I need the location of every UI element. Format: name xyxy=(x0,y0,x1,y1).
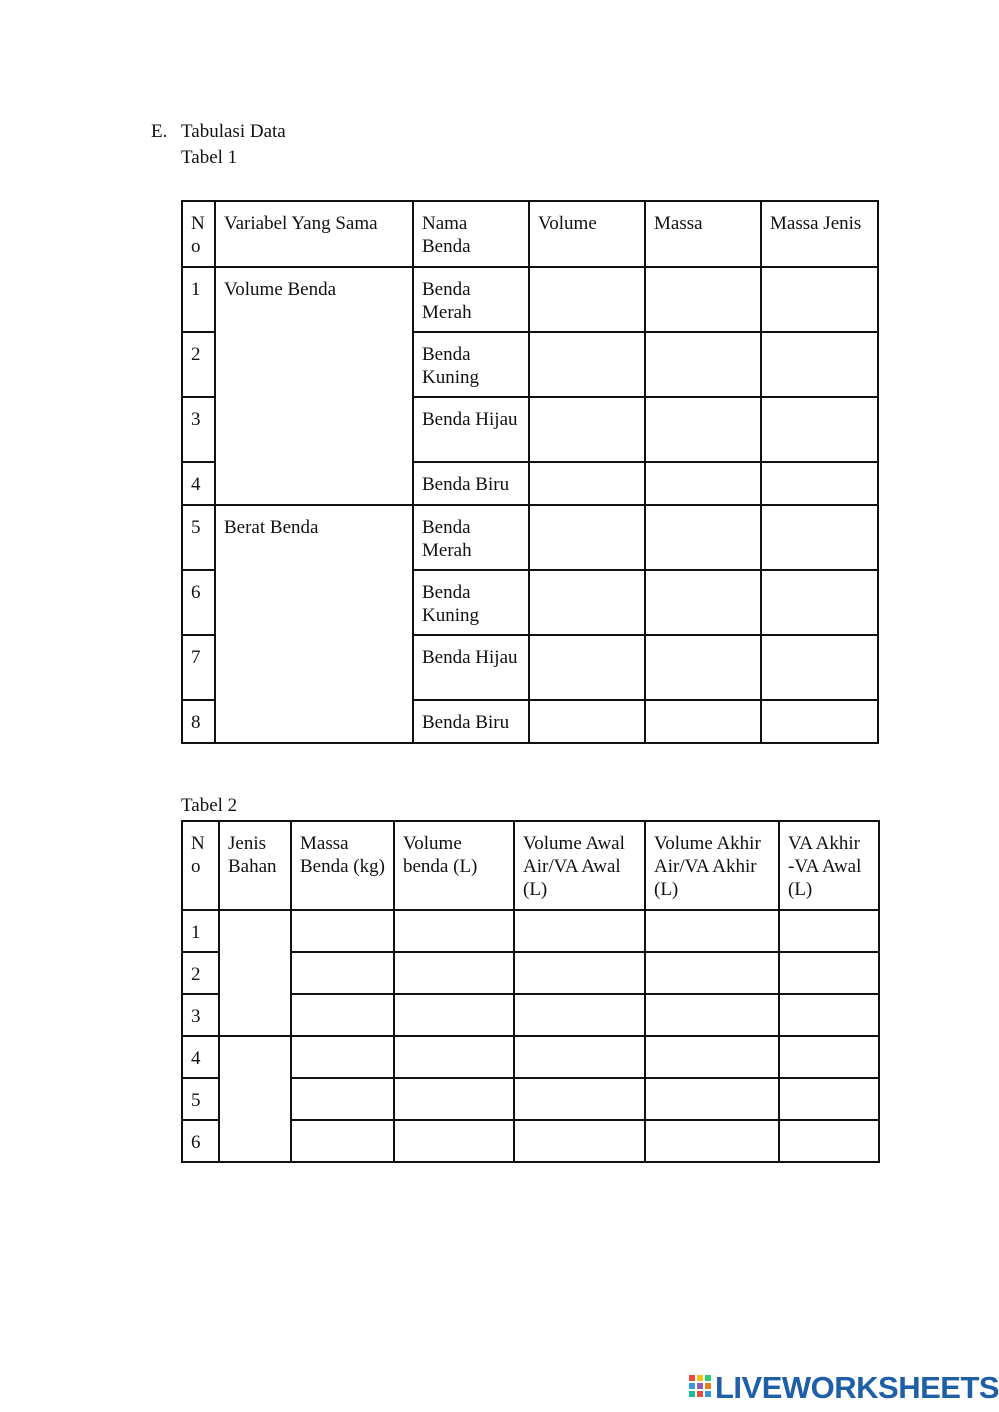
massa-benda-cell[interactable] xyxy=(291,952,394,994)
massa-cell[interactable] xyxy=(645,700,761,743)
volume-cell[interactable] xyxy=(529,332,645,397)
header-cell: Variabel Yang Sama xyxy=(215,201,413,267)
logo-text: LIVEWORKSHEETS xyxy=(715,1370,999,1405)
massa-jenis-cell[interactable] xyxy=(761,397,878,462)
table-row xyxy=(182,1036,879,1078)
table-row xyxy=(182,910,879,952)
section-heading xyxy=(151,121,286,143)
massa-jenis-cell[interactable] xyxy=(761,332,878,397)
massa-jenis-cell[interactable] xyxy=(761,635,878,700)
va-diff-cell[interactable] xyxy=(779,1120,879,1162)
massa-jenis-cell[interactable] xyxy=(761,570,878,635)
table-row xyxy=(182,267,878,332)
massa-cell[interactable] xyxy=(645,505,761,570)
header-cell: Volume benda (L) xyxy=(394,821,514,910)
group-label: Volume Benda xyxy=(215,267,413,505)
massa-cell[interactable] xyxy=(645,267,761,332)
header-cell: N o xyxy=(182,201,215,267)
row-number: 5 xyxy=(182,1078,219,1120)
va-awal-cell[interactable] xyxy=(514,1120,645,1162)
table-2 xyxy=(181,820,880,1163)
va-awal-cell[interactable] xyxy=(514,994,645,1036)
header-cell: Massa xyxy=(645,201,761,267)
object-name: Benda Merah xyxy=(413,505,529,570)
volume-benda-cell[interactable] xyxy=(394,1120,514,1162)
massa-cell[interactable] xyxy=(645,635,761,700)
object-name: Benda Kuning xyxy=(413,332,529,397)
va-akhir-cell[interactable] xyxy=(645,1120,779,1162)
header-cell: N o xyxy=(182,821,219,910)
table-header-row xyxy=(182,201,878,267)
section-title: Tabulasi Data xyxy=(181,121,286,142)
row-number: 4 xyxy=(182,462,215,505)
massa-cell[interactable] xyxy=(645,462,761,505)
massa-cell[interactable] xyxy=(645,397,761,462)
group-label: Berat Benda xyxy=(215,505,413,743)
row-number: 2 xyxy=(182,332,215,397)
table-header-row xyxy=(182,821,879,910)
liveworksheets-logo-icon xyxy=(689,1375,711,1401)
row-number: 5 xyxy=(182,505,215,570)
row-number: 2 xyxy=(182,952,219,994)
volume-cell[interactable] xyxy=(529,267,645,332)
table2-label: Tabel 2 xyxy=(181,795,238,816)
massa-jenis-cell[interactable] xyxy=(761,462,878,505)
massa-benda-cell[interactable] xyxy=(291,1036,394,1078)
volume-benda-cell[interactable] xyxy=(394,910,514,952)
va-diff-cell[interactable] xyxy=(779,952,879,994)
object-name: Benda Hijau xyxy=(413,635,529,700)
volume-cell[interactable] xyxy=(529,635,645,700)
massa-benda-cell[interactable] xyxy=(291,1078,394,1120)
va-awal-cell[interactable] xyxy=(514,1036,645,1078)
volume-cell[interactable] xyxy=(529,397,645,462)
jenis-bahan-cell[interactable] xyxy=(219,910,291,1036)
va-akhir-cell[interactable] xyxy=(645,1078,779,1120)
va-akhir-cell[interactable] xyxy=(645,1036,779,1078)
header-cell: Jenis Bahan xyxy=(219,821,291,910)
va-akhir-cell[interactable] xyxy=(645,952,779,994)
row-number: 8 xyxy=(182,700,215,743)
header-cell: VA Akhir -VA Awal (L) xyxy=(779,821,879,910)
va-diff-cell[interactable] xyxy=(779,994,879,1036)
object-name: Benda Merah xyxy=(413,267,529,332)
header-cell: Volume xyxy=(529,201,645,267)
massa-jenis-cell[interactable] xyxy=(761,700,878,743)
row-number: 6 xyxy=(182,570,215,635)
row-number: 4 xyxy=(182,1036,219,1078)
volume-cell[interactable] xyxy=(529,505,645,570)
massa-cell[interactable] xyxy=(645,332,761,397)
row-number: 3 xyxy=(182,994,219,1036)
row-number: 3 xyxy=(182,397,215,462)
table-row xyxy=(182,505,878,570)
header-cell: Massa Benda (kg) xyxy=(291,821,394,910)
volume-benda-cell[interactable] xyxy=(394,1036,514,1078)
row-number: 7 xyxy=(182,635,215,700)
object-name: Benda Biru xyxy=(413,700,529,743)
volume-cell[interactable] xyxy=(529,570,645,635)
massa-jenis-cell[interactable] xyxy=(761,267,878,332)
volume-cell[interactable] xyxy=(529,700,645,743)
header-cell: Massa Jenis xyxy=(761,201,878,267)
massa-jenis-cell[interactable] xyxy=(761,505,878,570)
row-number: 1 xyxy=(182,267,215,332)
section-letter: E. xyxy=(151,121,168,142)
va-akhir-cell[interactable] xyxy=(645,910,779,952)
object-name: Benda Biru xyxy=(413,462,529,505)
massa-benda-cell[interactable] xyxy=(291,910,394,952)
va-diff-cell[interactable] xyxy=(779,1036,879,1078)
va-akhir-cell[interactable] xyxy=(645,994,779,1036)
object-name: Benda Hijau xyxy=(413,397,529,462)
massa-cell[interactable] xyxy=(645,570,761,635)
header-cell: Volume Akhir Air/VA Akhir (L) xyxy=(645,821,779,910)
volume-benda-cell[interactable] xyxy=(394,952,514,994)
va-diff-cell[interactable] xyxy=(779,1078,879,1120)
object-name: Benda Kuning xyxy=(413,570,529,635)
volume-benda-cell[interactable] xyxy=(394,994,514,1036)
jenis-bahan-cell[interactable] xyxy=(219,1036,291,1162)
table1-label: Tabel 1 xyxy=(181,147,238,168)
volume-benda-cell[interactable] xyxy=(394,1078,514,1120)
row-number: 1 xyxy=(182,910,219,952)
va-diff-cell[interactable] xyxy=(779,910,879,952)
liveworksheets-logo[interactable] xyxy=(689,1370,999,1406)
va-awal-cell[interactable] xyxy=(514,1078,645,1120)
va-awal-cell[interactable] xyxy=(514,952,645,994)
header-cell: Volume Awal Air/VA Awal (L) xyxy=(514,821,645,910)
va-awal-cell[interactable] xyxy=(514,910,645,952)
volume-cell[interactable] xyxy=(529,462,645,505)
massa-benda-cell[interactable] xyxy=(291,994,394,1036)
table-1 xyxy=(181,200,879,744)
header-cell: Nama Benda xyxy=(413,201,529,267)
massa-benda-cell[interactable] xyxy=(291,1120,394,1162)
row-number: 6 xyxy=(182,1120,219,1162)
